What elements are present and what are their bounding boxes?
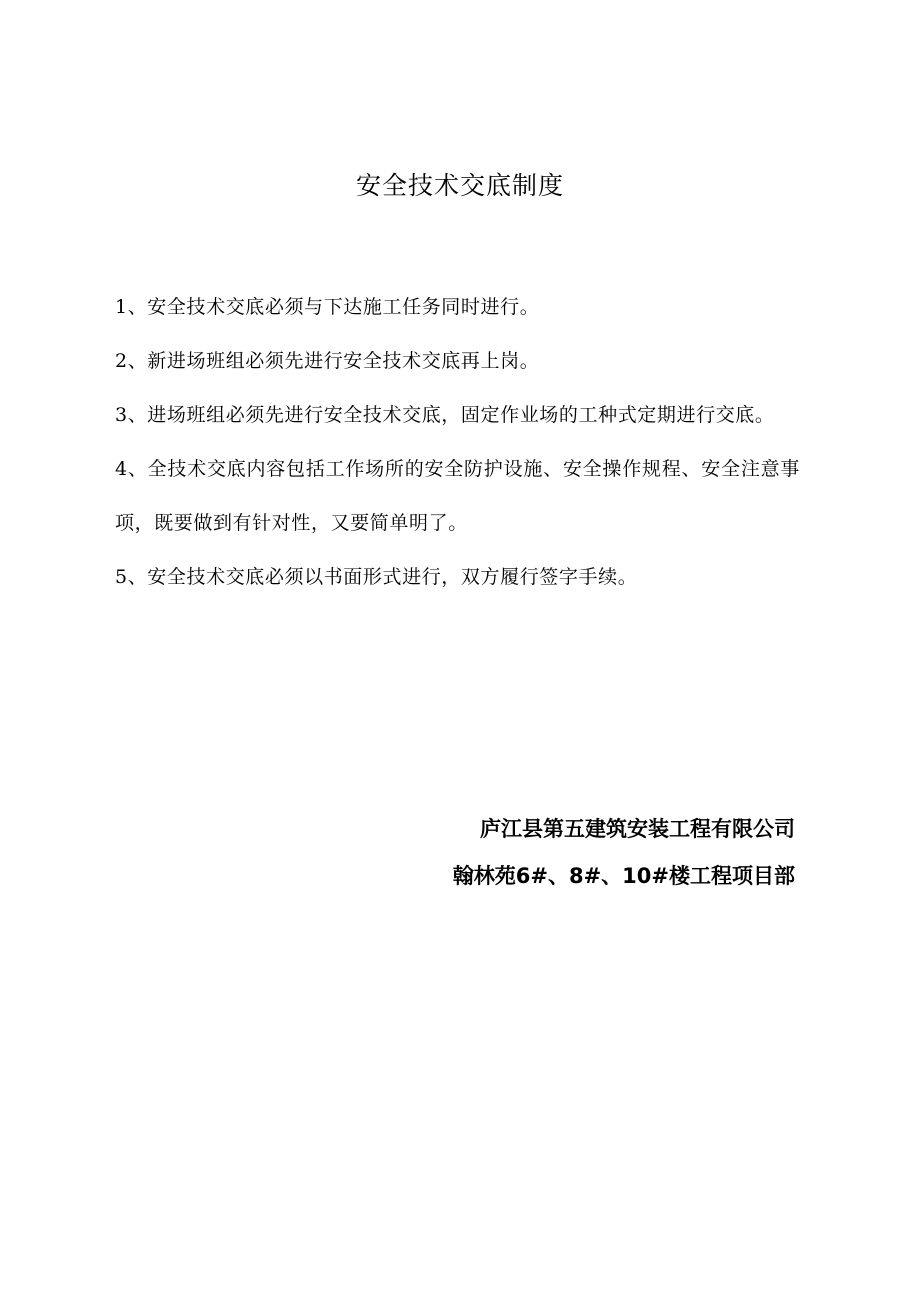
project-department: 翰林苑6#、8#、10#楼工程项目部 bbox=[452, 864, 795, 888]
rule-item-1: 1、安全技术交底必须与下达施工任务同时进行。 bbox=[115, 296, 540, 318]
signature-block bbox=[453, 806, 795, 900]
company-name: 庐江县第五建筑安装工程有限公司 bbox=[480, 817, 795, 841]
rules-list bbox=[115, 280, 800, 604]
rule-item-5: 5、安全技术交底必须以书面形式进行，双方履行签字手续。 bbox=[115, 566, 638, 588]
rule-item-4: 4、全技术交底内容包括工作场所的安全防护设施、安全操作规程、安全注意事项，既要做到有针对性，又要简单明了。 bbox=[115, 458, 800, 534]
page-title: 安全技术交底制度 bbox=[355, 171, 564, 200]
rule-item-3: 3、进场班组必须先进行安全技术交底，固定作业场的工种式定期进行交底。 bbox=[115, 404, 775, 426]
rule-item-2: 2、新进场班组必须先进行安全技术交底再上岗。 bbox=[115, 350, 540, 372]
